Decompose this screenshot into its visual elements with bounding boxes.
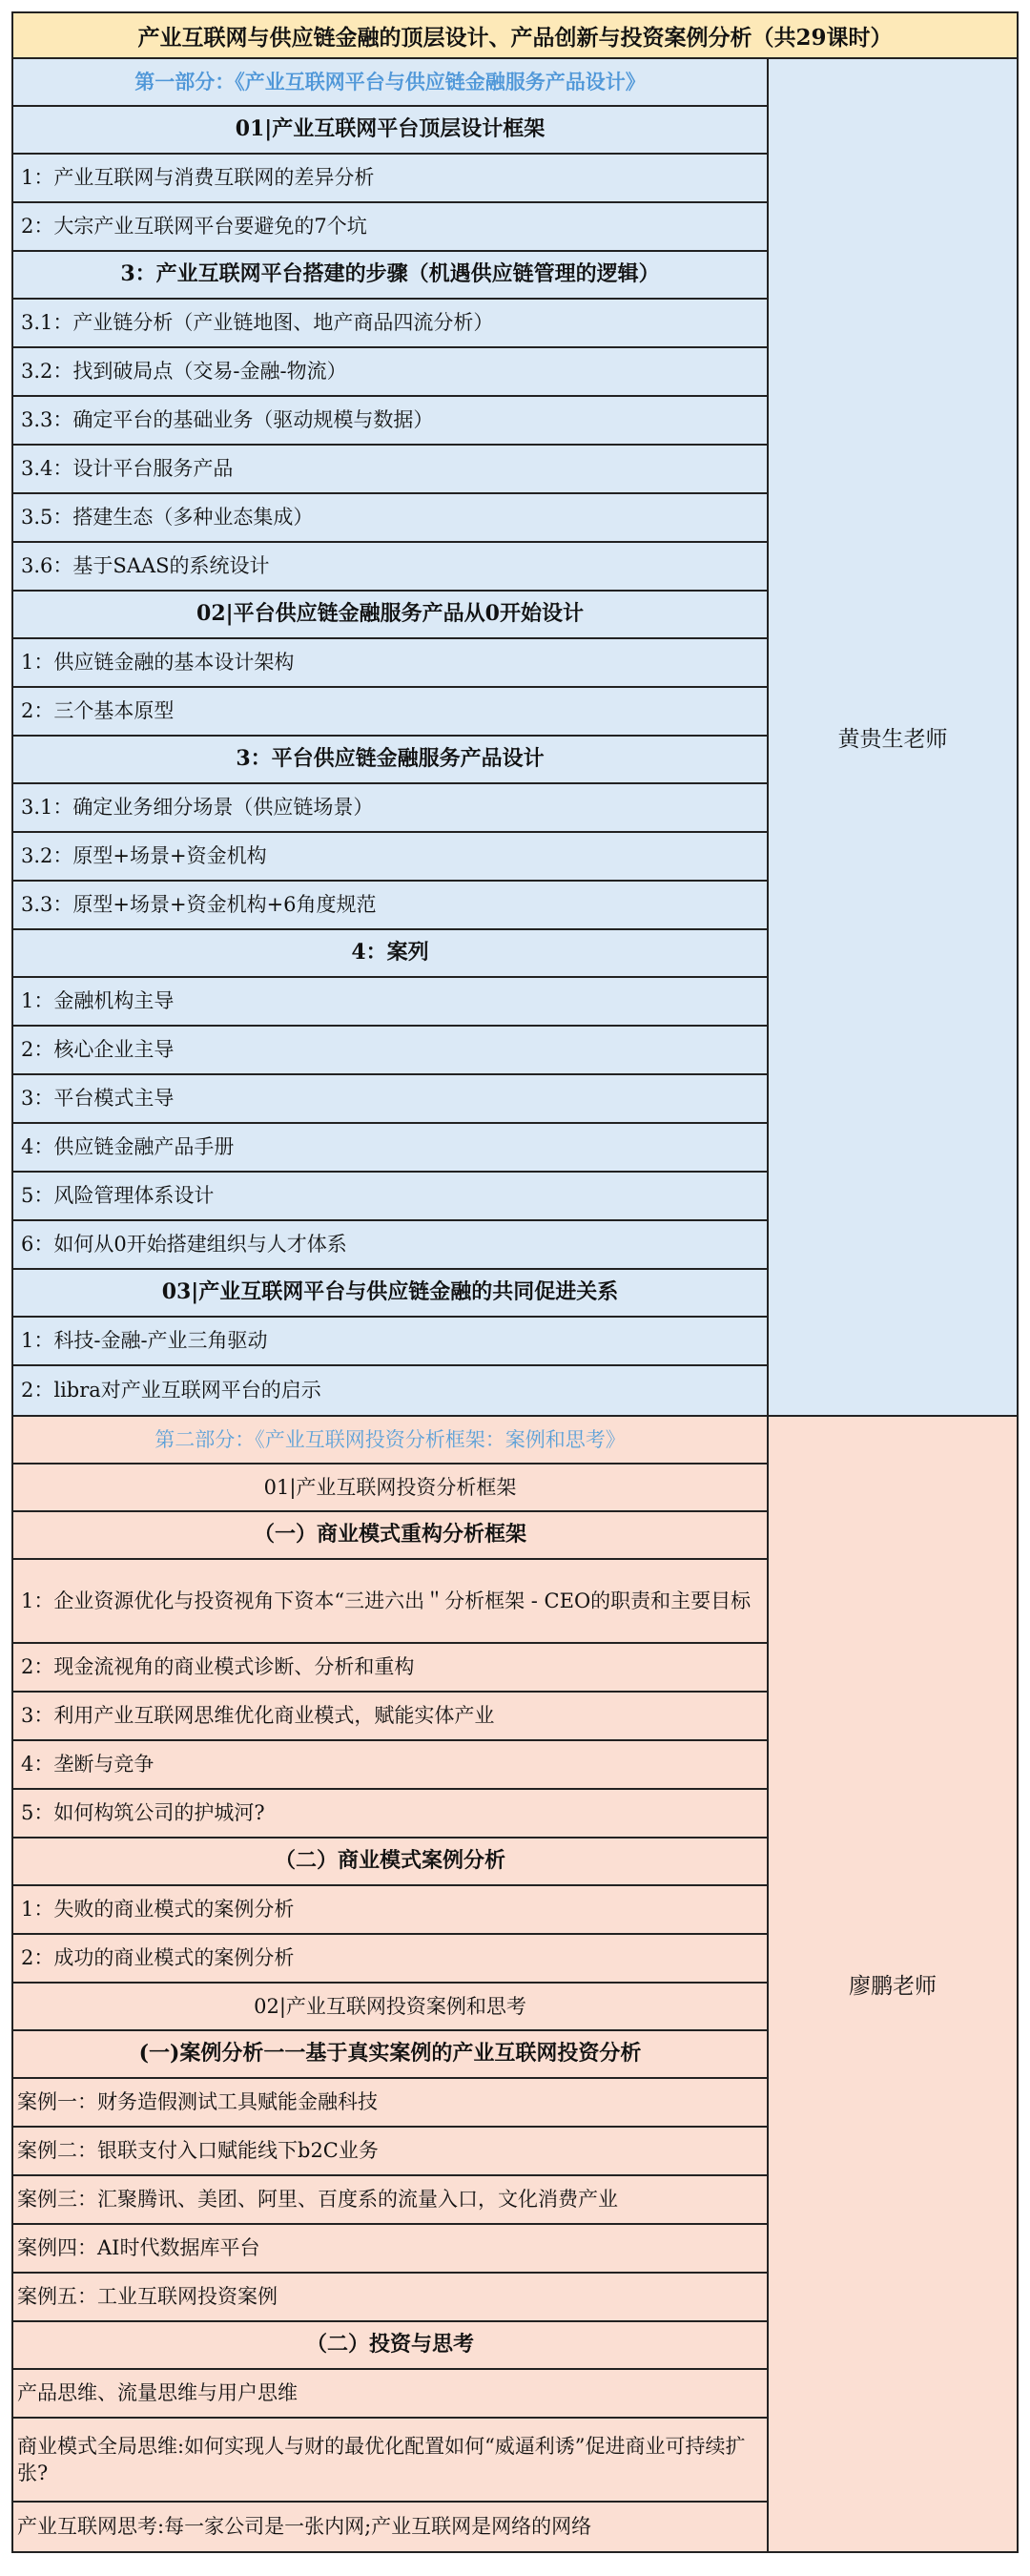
table-row: 01|产业互联网平台顶层设计框架 [13, 107, 767, 155]
table-row: (一)案例分析一一基于真实案例的产业互联网投资分析 [13, 2031, 767, 2079]
table-row: 商业模式全局思维:如何实现人与财的最优化配置如何“威逼利诱”促进商业可持续扩张? [13, 2419, 767, 2503]
table-row: 3.5：搭建生态（多种业态集成） [13, 494, 767, 543]
part1-rows [13, 59, 769, 1415]
table-row: （二）商业模式案例分析 [13, 1839, 767, 1886]
part1-teacher: 黄贵生老师 [769, 59, 1017, 1415]
table-row: 案例五：工业互联网投资案例 [13, 2274, 767, 2322]
table-row: 案例二：银联支付入口赋能线下b2C业务 [13, 2128, 767, 2176]
table-row: 2：大宗产业互联网平台要避免的7个坑 [13, 203, 767, 252]
table-row: 产品思维、流量思维与用户思维 [13, 2370, 767, 2419]
table-row: 3：利用产业互联网思维优化商业模式，赋能实体产业 [13, 1693, 767, 1741]
table-row: 4：垄断与竞争 [13, 1741, 767, 1790]
table-row: 产业互联网思考:每一家公司是一张内网;产业互联网是网络的网络 [17, 2515, 592, 2539]
table-row: 03|产业互联网平台与供应链金融的共同促进关系 [13, 1270, 767, 1318]
table-row: 1：金融机构主导 [13, 978, 767, 1027]
table-row: 案例四：AI时代数据库平台 [13, 2225, 767, 2274]
table-row: 3.3：确定平台的基础业务（驱动规模与数据） [13, 397, 767, 446]
table-row: 3：平台供应链金融服务产品设计 [13, 737, 767, 784]
table-row: 02|平台供应链金融服务产品从0开始设计 [13, 592, 767, 639]
course-title: 产业互联网与供应链金融的顶层设计、产品创新与投资案例分析（共29课时） [11, 11, 1019, 59]
table-row: 第一部分：《产业互联网平台与供应链金融服务产品设计》 [13, 59, 767, 107]
table-row: 3.1：确定业务细分场景（供应链场景） [13, 784, 767, 833]
table-row: 5：风险管理体系设计 [13, 1173, 767, 1221]
table-row: 3.2：原型+场景+资金机构 [13, 833, 767, 882]
table-row: 第二部分：《产业互联网投资分析框架：案例和思考》 [13, 1417, 767, 1465]
table-row: 4：案列 [13, 930, 767, 978]
course-table [11, 11, 1019, 2553]
table-row: 2：成功的商业模式的案例分析 [13, 1935, 767, 1984]
table-row: 01|产业互联网投资分析框架 [13, 1465, 767, 1512]
table-row: 3.3：原型+场景+资金机构+6角度规范 [13, 882, 767, 930]
part2-rows [13, 1417, 769, 2551]
table-row: 2：libra对产业互联网平台的启示 [21, 1379, 321, 1402]
table-row: 案例三：汇聚腾讯、美团、阿里、百度系的流量入口，文化消费产业 [13, 2176, 767, 2225]
table-row: 5：如何构筑公司的护城河? [13, 1790, 767, 1839]
table-row: 2：现金流视角的商业模式诊断、分析和重构 [13, 1644, 767, 1693]
table-row: 2：核心企业主导 [13, 1027, 767, 1075]
part1-section [11, 59, 1019, 1417]
part2-section [11, 1417, 1019, 2553]
table-row: （二）投资与思考 [13, 2322, 767, 2370]
table-row: 1：企业资源优化与投资视角下资本“三进六出＂分析框架 - CEO的职责和主要目标 [13, 1560, 767, 1644]
table-row: 3.2：找到破局点（交易-金融-物流） [13, 348, 767, 397]
table-row: 1：产业互联网与消费互联网的差异分析 [13, 155, 767, 203]
table-row: 2：三个基本原型 [13, 688, 767, 737]
part2-teacher: 廖鹏老师 [769, 1417, 1017, 2551]
table-row: 1：科技-金融-产业三角驱动 [13, 1318, 767, 1366]
table-row: 3.6：基于SAAS的系统设计 [13, 543, 767, 592]
table-row: 3：平台模式主导 [13, 1075, 767, 1124]
table-row: 4：供应链金融产品手册 [13, 1124, 767, 1173]
table-row: 3.4：设计平台服务产品 [13, 446, 767, 494]
table-row: 6：如何从0开始搭建组织与人才体系 [13, 1221, 767, 1270]
table-row: 1：供应链金融的基本设计架构 [13, 639, 767, 688]
table-row: 案例一：财务造假测试工具赋能金融科技 [13, 2079, 767, 2128]
table-row: 3：产业互联网平台搭建的步骤（机遇供应链管理的逻辑） [13, 252, 767, 300]
table-row: 02|产业互联网投资案例和思考 [13, 1984, 767, 2031]
table-row: （一）商业模式重构分析框架 [13, 1512, 767, 1560]
table-row: 3.1：产业链分析（产业链地图、地产商品四流分析） [13, 300, 767, 348]
table-row: 1：失败的商业模式的案例分析 [13, 1886, 767, 1935]
